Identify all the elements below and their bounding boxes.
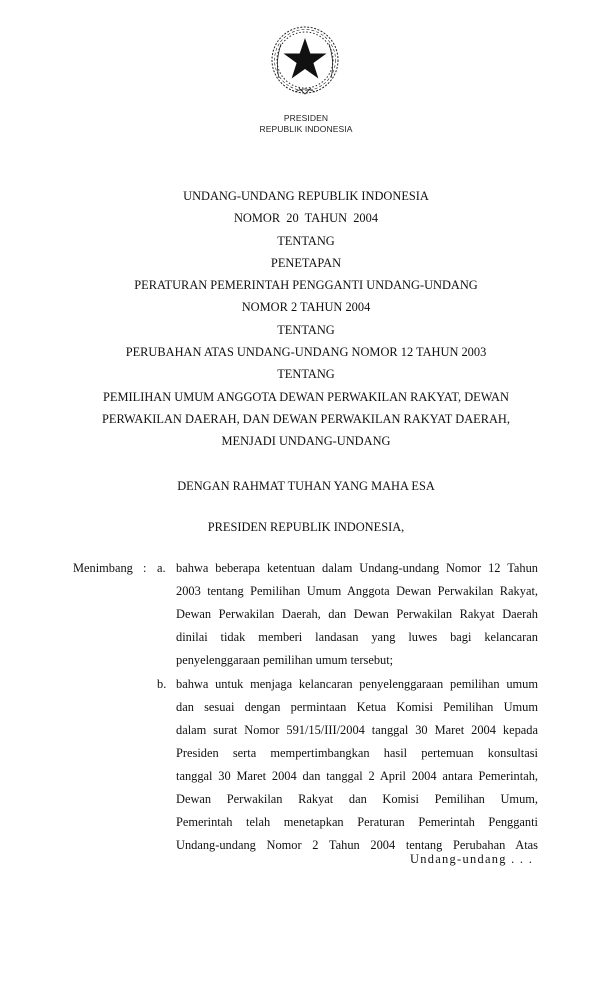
title-line: NOMOR 2 TAHUN 2004 — [241, 300, 371, 315]
item-marker: b. — [157, 676, 167, 691]
text-line: Undang-undang Nomor 2 Tahun 2004 tentang Perubahan Atas — [176, 838, 538, 853]
item-text — [176, 557, 538, 672]
title-line: MENJADI UNDANG-UNDANG — [221, 434, 391, 449]
text-line: Dewan Perwakilan Rakyat dan Komisi Pemilihan Umum, — [176, 791, 538, 806]
title-line: TENTANG — [277, 233, 335, 248]
presiden-line: PRESIDEN REPUBLIK INDONESIA, — [207, 520, 405, 534]
text-line: Presiden serta mempertimbangkan hasil pertemuan konsultasi — [176, 745, 538, 760]
text-line: 2003 tentang Pemilihan Umum Anggota Dewan Perwakilan Rakyat, — [176, 584, 538, 599]
menimbang-colon: : — [143, 561, 147, 575]
text-line: tanggal 30 Maret 2004 dan tanggal 2 April 2004 antara Pemerintah, — [176, 768, 538, 783]
document-title — [0, 185, 612, 453]
title-line: PENETAPAN — [270, 255, 342, 270]
item-marker: a. — [157, 561, 166, 575]
page-continuation-catchword: Undang-undang . . . — [410, 852, 534, 866]
title-line: PEMILIHAN UMUM ANGGOTA DEWAN PERWAKILAN RAKYAT, DEWAN — [103, 389, 509, 404]
text-line: dalam surat Nomor 591/15/III/2004 tanggal 30 Maret 2004 kepada — [176, 722, 538, 737]
item-text — [176, 673, 538, 858]
presidential-seal-icon — [265, 22, 345, 102]
title-line: TENTANG — [277, 322, 335, 337]
title-line: TENTANG — [277, 367, 335, 382]
title-line: UNDANG-UNDANG REPUBLIK INDONESIA — [183, 189, 429, 203]
text-line: Pemerintah telah menetapkan Peraturan Pemerintah Pengganti — [176, 815, 538, 830]
text-line: bahwa untuk menjaga kelancaran penyelenggaraan pemilihan umum — [176, 676, 538, 691]
letterhead-presiden: PRESIDEN — [283, 113, 329, 123]
title-line: PERWAKILAN DAERAH, DAN DEWAN PERWAKILAN RAKYAT DAERAH, — [102, 411, 510, 426]
text-line: dinilai tidak memberi landasan yang luwes bagi kelancaran — [176, 630, 538, 645]
text-line: penyelenggaraan pemilihan umum tersebut; — [176, 653, 394, 668]
title-line: NOMOR 20 TAHUN 2004 — [233, 211, 379, 226]
rahmat-line: DENGAN RAHMAT TUHAN YANG MAHA ESA — [177, 479, 435, 493]
text-line: bahwa beberapa ketentuan dalam Undang-undang Nomor 12 Tahun — [176, 561, 538, 575]
text-line: Dewan Perwakilan Daerah, dan Dewan Perwakilan Rakyat Daerah — [176, 607, 538, 622]
letterhead-republik-indonesia: REPUBLIK INDONESIA — [259, 124, 353, 134]
menimbang-label: Menimbang — [73, 561, 133, 575]
title-line: PERATURAN PEMERINTAH PENGGANTI UNDANG-UNDANG — [134, 278, 478, 293]
text-line: dan sesuai dengan permintaan Ketua Komisi Pemilihan Umum — [176, 699, 538, 714]
title-line: PERUBAHAN ATAS UNDANG-UNDANG NOMOR 12 TAHUN 2003 — [125, 345, 487, 360]
